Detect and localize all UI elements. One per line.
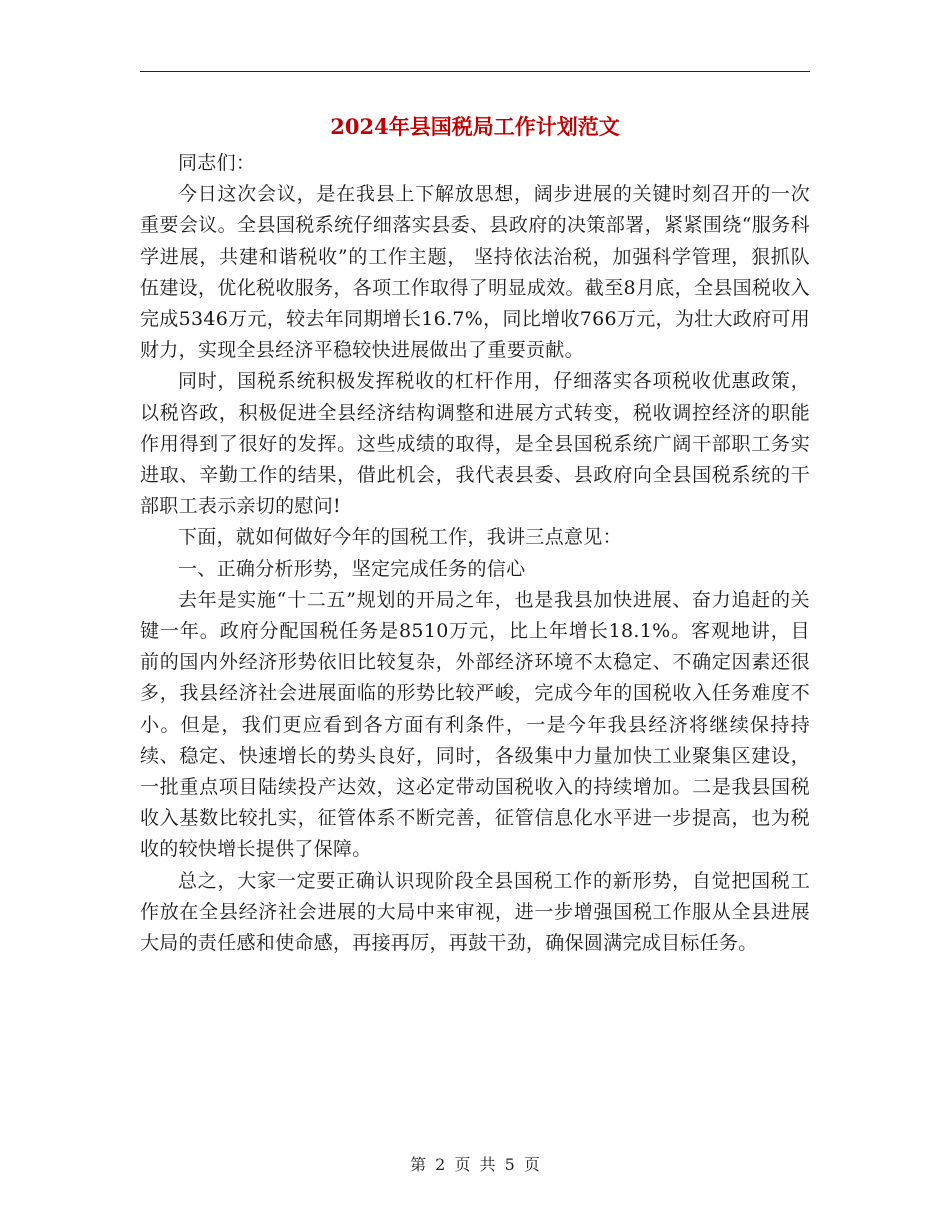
paragraph-5: 总之，大家一定要正确认识现阶段全县国税工作的新形势，自觉把国税工作放在全县经济社会进展的大局中来审视，进一步增强国税工作服从全县进展大局的责任感和使命感，再接再厉，再鼓干劲，确保圆满完成目标任务。 [140, 869, 810, 955]
paragraph-4: 去年是实施“十二五”规划的开局之年，也是我县加快进展、奋力追赶的关键一年。政府分配国税任务是8510万元，比上年增长18.1%。客观地讲，目前的国内外经济形势依旧比较复杂，外部经济环境不太稳定、不确定因素还很多，我县经济社会进展面临的形势比较严峻，完成今年的国税收入任务难度不小。但是，我们更应看到各方面有利条件，一是今年我县经济将继续保持持续、稳定、快速增长的势头良好，同时，各级集中力量加快工业聚集区建设，一批重点项目陆续投产达效，这必定带动国税收入的持续增加。二是我县国税收入基数比较扎实，征管体系不断完善，征管信息化水平进一步提高，也为税收的较快增长提供了保障。 [140, 588, 810, 861]
section-heading-1: 一、正确分析形势，坚定完成任务的信心 [178, 557, 526, 580]
paragraph-1: 今日这次会议，是在我县上下解放思想，阔步进展的关键时刻召开的一次重要会议。全县国税系统仔细落实县委、县政府的决策部署，紧紧围绕“服务科学进展，共建和谐税收”的工作主题， 坚持依法治税，加强科学管理，狠抓队伍建设，优化税收服务，各项工作取得了明显成效。截至8月底，全县国税收入完成5346万元，较去年同期增长16.7%，同比增收766万元，为壮大政府可用财力，实现全县经济平稳较快进展做出了重要贡献。 [140, 183, 810, 362]
paragraph-2: 同时，国税系统积极发挥税收的杠杆作用，仔细落实各项税收优惠政策，以税咨政，积极促进全县经济结构调整和进展方式转变，税收调控经济的职能作用得到了很好的发挥。这些成绩的取得，是全县国税系统广阔干部职工务实进取、辛勤工作的结果，借此机会，我代表县委、县政府向全县国税系统的干部职工表示亲切的慰问! [140, 370, 810, 518]
header-rule [140, 71, 810, 72]
document-body [140, 148, 810, 959]
paragraph-greeting: 同志们： [178, 152, 256, 174]
document-title: 2024年县国税局工作计划范文 [330, 114, 620, 139]
page-number-footer: 第 2 页 共 5 页 [410, 1155, 540, 1174]
paragraph-3: 下面，就如何做好今年的国税工作，我讲三点意见： [178, 526, 622, 549]
